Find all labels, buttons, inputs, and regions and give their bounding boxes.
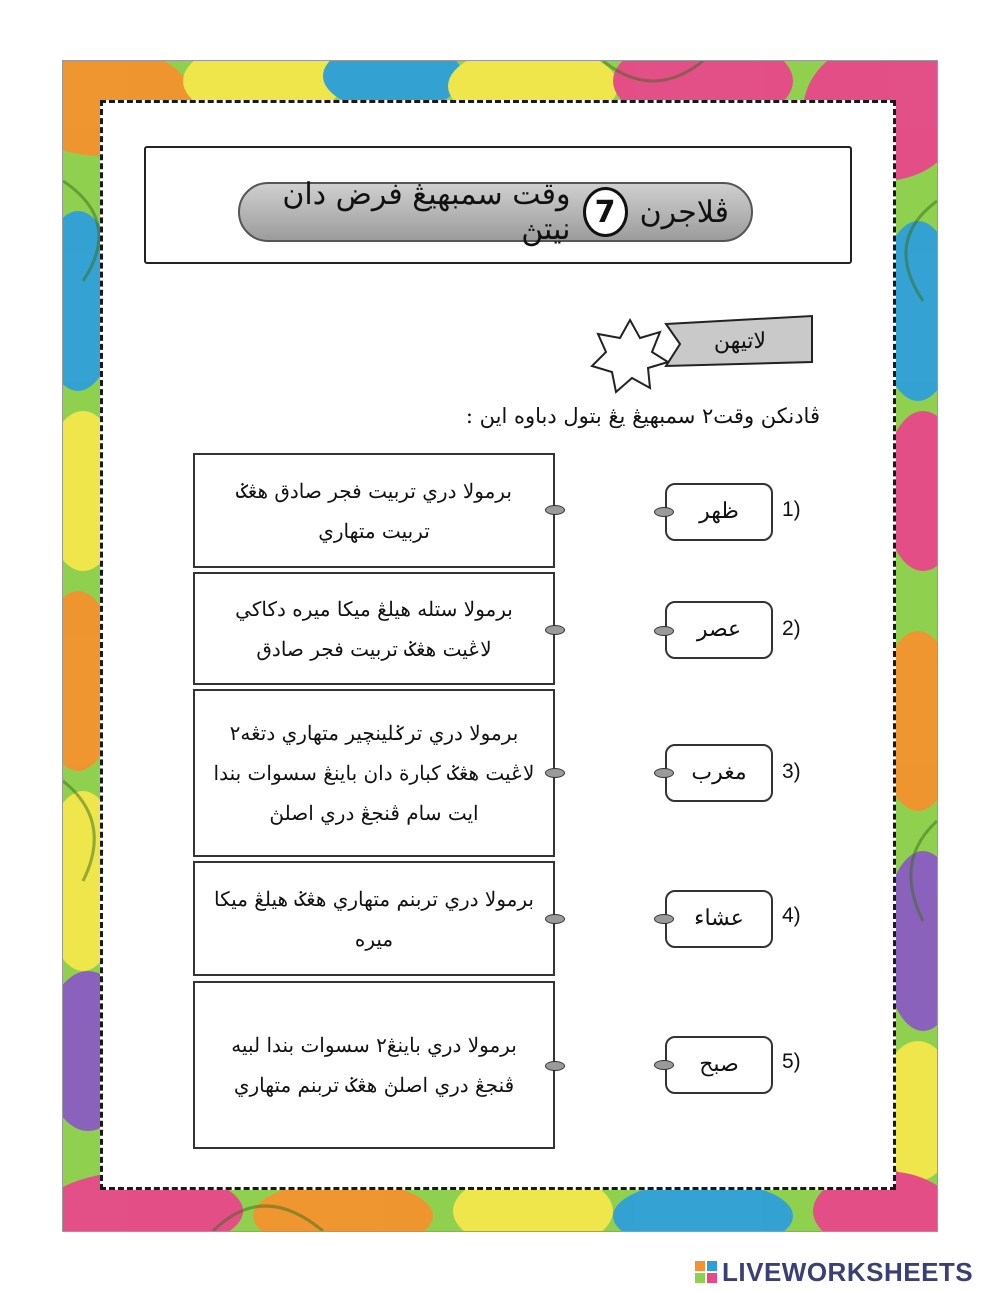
match-dot-right[interactable] [545,1061,565,1071]
description-box-1[interactable] [193,453,555,568]
lesson-prefix: ڤلاجرن [639,194,729,230]
description-box-4[interactable] [193,861,555,976]
prayer-name: عصر [696,617,742,642]
prayer-name: عشاء [694,906,744,931]
match-dot-left[interactable] [654,626,674,636]
match-dot-right[interactable] [545,625,565,635]
prayer-box-4[interactable] [665,890,773,948]
lesson-title-text: وقت سمبهيڠ فرض دان نيتڽ [282,177,571,247]
description-text: برمولا دري تربيت فجر صادق هڠݢ تربيت متهاري [236,478,512,543]
match-dot-right[interactable] [545,505,565,515]
match-dot-left[interactable] [654,768,674,778]
item-number: 2) [782,617,801,640]
prayer-box-5[interactable] [665,1036,773,1094]
liveworksheets-logo-icon [694,1260,718,1284]
star-icon [590,316,670,396]
description-text: برمولا دري باينڠ٢ سسوات بندا لبيه ڤنجڠ دري اصلڽ هڠݢ تربنم متهاري [231,1033,517,1097]
prayer-box-1[interactable] [665,483,773,541]
match-dot-right[interactable] [545,914,565,924]
prayer-name: صبح [699,1052,739,1077]
prayer-box-2[interactable] [665,601,773,659]
description-text: برمولا ستله هيلڠ ميكا ميره دكاكي لاڠيت هڠݢ تربيت فجر صادق [235,596,513,661]
prayer-name: مغرب [691,760,747,785]
description-text: برمولا دري ترݢلينچير متهاري دتڠه٢ لاڠيت هڠݢ كبارة دان باينڠ سسوات بندا ايت سام ڤنجڠ دري اصلڽ [213,721,535,825]
lesson-title [238,177,753,247]
match-dot-left[interactable] [654,507,674,517]
practice-label: لاتيهن [713,329,767,354]
item-number: 4) [782,904,801,927]
brand-name: LIVEWORKSHEETS [722,1256,974,1287]
instruction-text: ڤادنكن وقت٢ سمبهيڠ يڠ بتول دباوه اين : [465,404,820,428]
description-box-3[interactable] [193,689,555,857]
item-number: 3) [782,760,801,783]
match-dot-right[interactable] [545,768,565,778]
lesson-number: 7 [583,187,628,237]
match-dot-left[interactable] [654,914,674,924]
item-number: 5) [782,1050,801,1073]
prayer-box-3[interactable] [665,744,773,802]
brand-footer [694,1258,973,1286]
description-box-5[interactable] [193,981,555,1149]
item-number: 1) [782,498,801,521]
match-dot-left[interactable] [654,1060,674,1070]
description-box-2[interactable] [193,572,555,685]
description-text: برمولا دري تربنم متهاري هڠݢ هيلڠ ميكا ميره [214,886,534,951]
prayer-name: ظهر [699,499,739,524]
